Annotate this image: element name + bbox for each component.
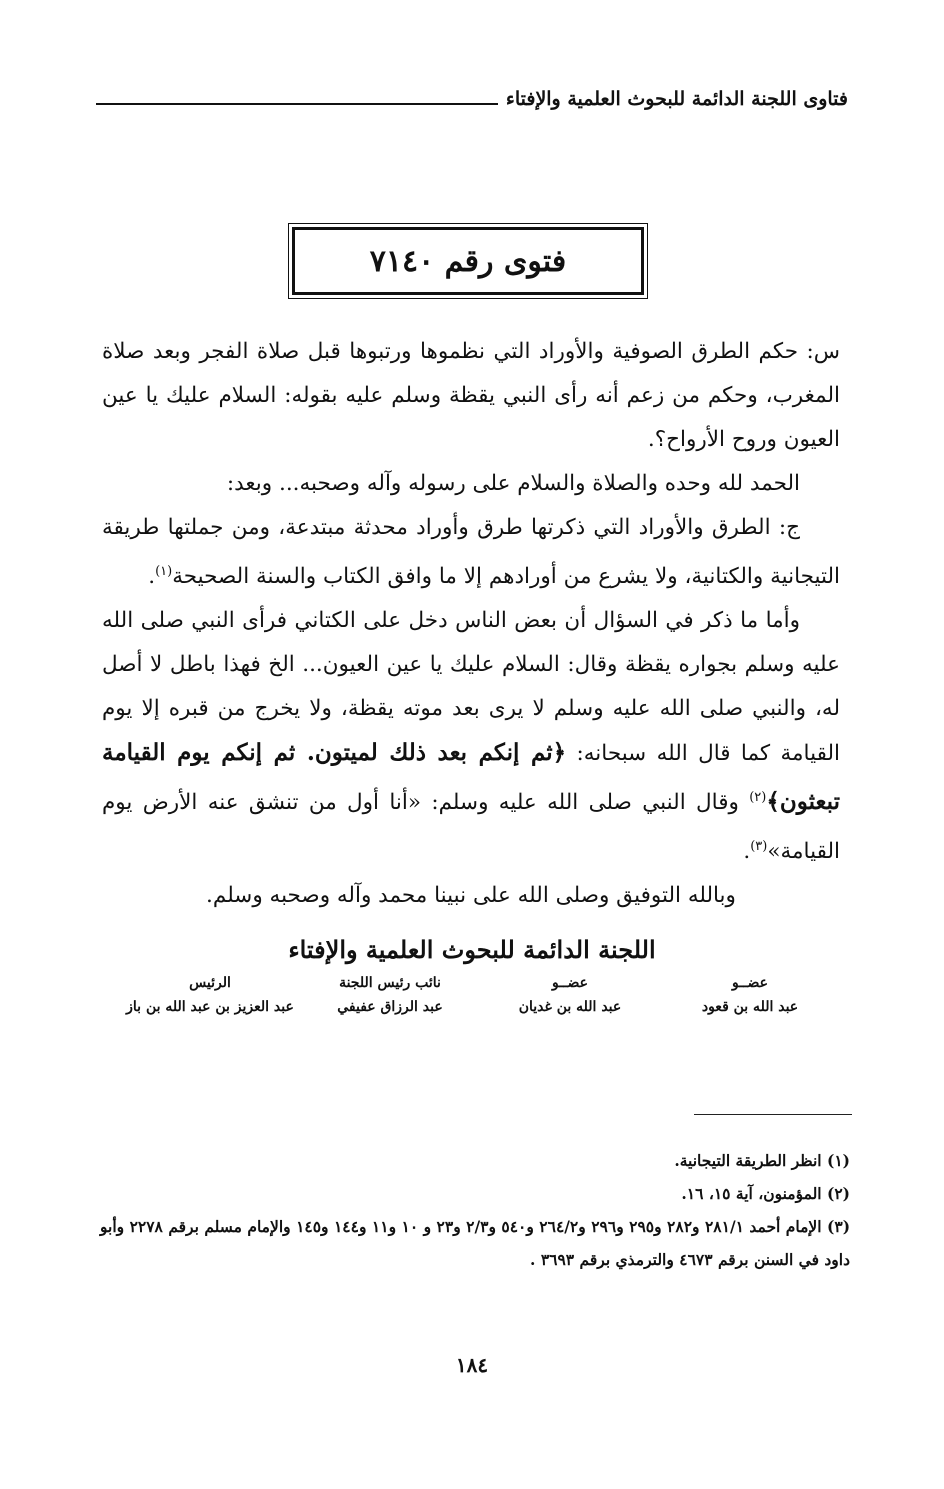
footnote-3: (٣) الإمام أحمد ٢٨١/١ و٢٨٢ و٢٩٥ و٢٩٦ و٢٦٤/٢ و٥٤٠ و٢/٣ و٢٣ و ١٠ و١١ و١٤٤ و١٤٥ والإمام مسلم برقم ٢٢٧٨ وأبو داود في السنن برقم ٤٦٧٣ والترمذي برقم ٣٦٩٣ . [100,1217,851,1269]
footnote-ref-2: (٢) [749,790,767,806]
closing-line: وبالله التوفيق وصلى الله على نبينا محمد وآله وصحبه وسلم. [206,883,736,909]
question-paragraph [102,330,840,462]
fatwa-title: فتوى رقم ٧١٤٠ [369,243,567,279]
signatory-name: عبد الله بن قعود [701,999,799,1015]
signatory-president [660,975,840,1015]
signatory-role: نائب رئيس اللجنة [339,975,441,991]
second-paragraph [102,599,840,874]
paragraph2-end: . [743,839,751,865]
paragraph2-part1: وأما ما ذكر في السؤال أن بعض الناس دخل على الكتاني فرأى النبي صلى الله عليه وسلم بجواره يقظة وقال: السلام عليك يا عين العيون... الخ فهذا باطل لا أصل له، والنبي صلى الله عليه وسلم لا يرى بعد موته يقظة، ولا يخرج من قبره إلا يوم القيامة كما قال الله سبحانه: [102,608,840,767]
committee-title: اللجنة الدائمة للبحوث العلمية والإفتاء [288,935,656,964]
running-header-title: فتاوى اللجنة الدائمة للبحوث العلمية والإفتاء [505,88,848,110]
fatwa-title-box [292,227,644,295]
page-number: ١٨٤ [455,1353,489,1377]
question-text: حكم الطرق الصوفية والأوراد التي نظموها ورتبوها قبل صلاة الفجر وبعد صلاة المغرب، وحكم من زعم أنه رأى النبي يقظة وسلم عليه بقوله: السلام عليك يا عين العيون وروح الأرواح؟. [102,339,840,452]
praise-line: الحمد لله وحده والصلاة والسلام على رسوله وآله وصحبه... وبعد: [226,471,800,496]
signatory-chairman [120,975,300,1015]
signatory-role: الرئيس [189,975,231,991]
signatory-name: عبد الرزاق عفيفي [337,999,443,1015]
answer-prefix: ج: [778,515,800,540]
header-rule [96,103,498,105]
running-header [96,88,848,110]
signatory-vice-president [300,975,480,1015]
footnote-ref-1: (١) [155,564,173,579]
answer-paragraph [102,506,840,599]
signatures-row [120,975,840,1015]
quran-verse: ﴿ثم إنكم بعد ذلك لميتون. ثم إنكم يوم القيامة تبعثون﴾ [102,739,840,816]
footnote-ref-3: (٣) [750,839,768,855]
paragraph2-part2: وقال النبي صلى الله عليه وسلم: «أنا أول من تنشق عنه الأرض يوم القيامة» [102,790,840,865]
footnote-separator [694,1114,852,1115]
question-prefix: س: [806,339,840,364]
answer-end: . [148,564,156,590]
signatory-role: عضــو [732,975,768,991]
signatory-name: عبد الله بن غديان [518,999,622,1015]
signatory-member-2 [480,975,660,1015]
signatory-role: عضــو [552,975,588,991]
footnotes [100,1144,850,1276]
footnote-1: (١) انظر الطريقة التيجانية. [674,1151,850,1170]
answer-text: الطرق والأوراد التي ذكرتها طرق وأوراد محدثة مبتدعة، ومن جملتها طريقة التيجانية والكتانية، ولا يشرع من أورادهم إلا ما وافق الكتاب والسنة الصحيحة [102,515,840,590]
signatory-name: عبد العزيز بن عبد الله بن باز [126,999,294,1015]
fatwa-body [102,330,840,918]
footnote-2: (٢) المؤمنون، آية ١٥، ١٦. [681,1184,850,1203]
